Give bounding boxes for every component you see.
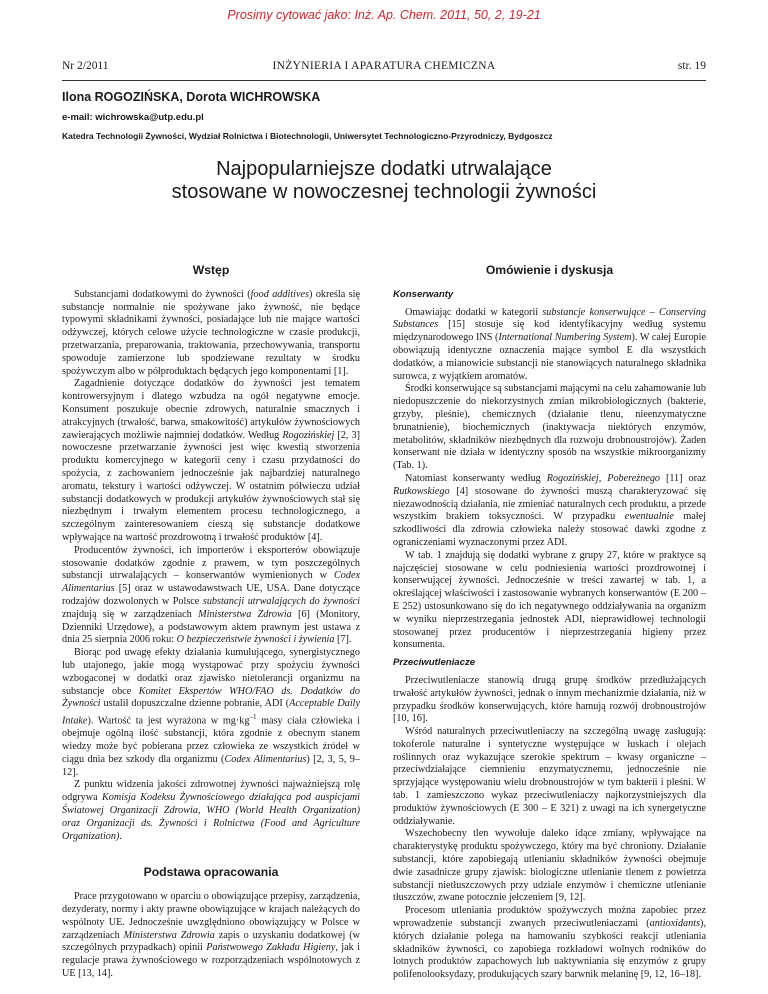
paragraph: Natomiast konserwanty według Rogozińskiej, Pobereżnego [11] oraz Rutkowskiego [4] stosowane do żywności muszą charakteryzować się niezawodnością działania, nie zmieniać naturalnych cech produktu, a przede wszystkim brakiem toksyczności. W przypadku ewentualnie małej szkodliwości dla zdrowia człowieka należy stosować dawki zgodne z ograniczeniami wyznaczonymi przez ADI.	[393, 472, 706, 548]
paragraph: Środki konserwujące są substancjami mającymi na celu zahamowanie lub niedopuszczenie do niekorzystnych zmian mikrobiologicznych (bakterie, grzyby, pleśnie), chemicznych (działanie tlenu, nieenzymatyczne brunatnienie), biochemicznych (inaktywacja niektórych enzymów, metabolitów, składników niezbędnych dla rozwoju drobnoustrojów). Żaden konserwant nie działa w identyczny sposób na wszystkie mikroorganizmy (Tab. 1).	[393, 383, 706, 472]
paragraph: Wśród naturalnych przeciwutleniaczy na szczególną uwagę zasługują: tokoferole naturalne i syntetyczne występujące w łuskach i olejach roślinnych oraz wykazujące szerokie spektrum – kwasy organiczne – przeciwdziałające ciemnieniu enzymatycznemu, jednocześnie nie sprzyjające występowaniu wielu drobnoustrojów w tym bakterii i pleśni. W tab. 1 zamieszczono wykaz przeciwutleniaczy najkorzystniejszych dla produktów żywnościowych (E 300 – E 321) z uwagi na ich synergetyczne oddziaływanie.	[393, 726, 706, 827]
paragraph: W tab. 1 znajdują się dodatki wybrane z grupy 27, które w praktyce są najczęściej stosowane w celu podniesienia wartości prozdrowotnej i konserwującej żywności. Jednocześnie w treści zawartej w tab. 1, a określającej właściwości i zastosowanie wybranych konserwantów (E 200 – E 252) ustosunkowano się do ich negatywnego oddziaływania na organizm w wyniku nieprzestrzegania jednostek ADI, nieprawidłowej technologii stosowanej przez producentów i nieprzestrzegania higieny przez konsumenta.	[393, 549, 706, 651]
email: e-mail: wichrowska@utp.edu.pl	[62, 112, 204, 123]
left-column	[62, 264, 360, 981]
paragraph: Prace przygotowano w oparciu o obowiązujące przepisy, zarządzenia, dezyderaty, normy i akty prawne obowiązujące w krajach należących do wspólnoty UE. Jednocześnie uwzględniono obowiązujący w Polsce w zarządzeniach Ministerstwa Zdrowia zapis o uzyskaniu dodatkowej (w szczególnych przypadkach) opinii Państwowego Zakładu Higieny, jak i regulacje prawa żywnościowego w rozporządzeniach wspólnotowych z UE [13, 14].	[62, 891, 360, 980]
section-heading-discussion: Omówienie i dyskusja	[485, 263, 614, 277]
paragraph: Substancjami dodatkowymi do żywności (food additives) określa się substancje normalnie nie spożywane jako żywność, nie będące typowymi składnikami żywności, posiadające lub nie mające wartości odżywczej, których celowe użycie technologiczne w czasie produkcji, przetwarzania, preparowania, traktowania, przechowywania, transportu spowoduje zamierzone lub spodziewane rezultaty w środku spożywczym albo w półproduktach będących jego komponentami [1].	[62, 288, 360, 377]
paragraph: Producentów żywności, ich importerów i eksporterów obowiązuje stosowanie dodatków zgodnie z prawem, w tym poszczególnych substancji utrwalających – konserwantów wymienionych w Codex Alimentarius [5] oraz w ustawodawstwach UE, USA. Dane dotyczące rodzajów dozwolonych w Polsce substancji utrwalających do żywności znajdują się w zarządzeniach Ministerstwa Zdrowia [6] (Monitory, Dzienniki Urzędowe), a podstawowym aktem prawnym jest ustawa z dnia 25 sierpnia 2006 roku: O bezpieczeństwie żywności i żywienia [7].	[62, 544, 361, 646]
paragraph: Biorąc pod uwagę efekty działania kumulującego, synergistycznego lub utajonego, jakie mogą wystąpować przy spożyciu żywności wzbogaconej w dodatki oraz zjawisko nietolerancji organizmu na substancje obce Komitet Ekspertów WHO/FAO ds. Dodatków do Żywności ustalił dopuszczalne dzienne pobranie, ADI (Acceptable Daily Intake). Wartość ta jest wyrażona w $mg\cdot kg^{-1}$ masy ciała człowieka i obejmuje ogólną ilość substancji, która zgodnie z obecnym stanem wiedzy może być pobierana przez człowieka ze wszystkich źródeł w ciągu dnia bez szkody dla organizmu (Codex Alimentarius) [2, 3, 5, 9–12].	[62, 647, 360, 778]
paragraph: Z punktu widzenia jakości zdrowotnej żywności najważniejszą rolę odgrywa Komisja Kodeksu Żywnościowego działająca pod auspicjami Światowej Organizacji Zdrowia, WHO (World Health Organization) oraz Organizacji ds. Żywności i Rolnictwa (Food and Agriculture Organization).	[62, 779, 360, 842]
title-line-1: Najpopularniejsze dodatki utrwalające	[216, 158, 552, 180]
paragraph: Omawiając dodatki w kategorii substancje konserwujące – Conserving Substances [15] stosuje się kod identyfikacyjny według systemu międzynarodowego INS (International Numbering System). W całej Europie obowiązują identyczne oznaczenia mające symbol E dla wszystkich dodatków, a mianowicie substancji nie stanowiących naturalnego składnika surowca, z wyjątkiem aromatów.	[393, 306, 706, 382]
citation-note: Prosimy cytować jako: Inż. Ap. Chem. 2011, 50, 2, 19-21	[227, 8, 541, 22]
issue-number: Nr 2/2011	[62, 60, 109, 72]
paragraph: Wszechobecny tlen wywołuje daleko idące zmiany, wpływające na charakterystykę produktu spożywczego, który ma być chroniony. Działanie substancji, które zapobiegają utlenianiu składników żywności obejmuje dwie zasadnicze grupy zjawisk: biologiczne utlenianie tlenem z powietrza substancji nietłuszczowych przy udziale enzymów i chemiczne utlenianie tłuszczów, zwane potocznie jełczeniem [9, 12].	[393, 828, 706, 904]
subheading-preservatives: Konserwanty	[393, 288, 454, 300]
subheading-antioxidants: Przeciwutleniacze	[393, 657, 476, 669]
paragraph: Procesom utleniania produktów spożywczych można zapobiec przez wprowadzenie substancji zwanych przeciwutleniaczami (antioxidants), których działanie polega na hamowaniu szybkości reakcji utleniania składników żywności, co zapobiega rozkładowi wolnych rodników do lotnych produktów zapachowych lub uaktywniania się enzymów z grupy polifenolooksydazy, produkujących szary barwnik melaninę [9, 12, 16–18].	[393, 905, 706, 981]
header-rule	[62, 80, 706, 81]
page-number: str. 19	[677, 60, 706, 72]
paragraph: Przeciwutleniacze stanowią drugą grupę środków przedłużających trwałość artykułów żywności, jednak o innym mechanizmie działania, niż w przypadku środków konserwujących, które hamują rozwój drobnoustrojów [10, 16].	[393, 674, 706, 725]
authors: Ilona ROGOZIŃSKA, Dorota WICHROWSKA	[62, 90, 321, 104]
affiliation: Katedra Technologii Żywności, Wydział Rolnictwa i Biotechnologii, Uniwersytet Technologiczno-Przyrodniczy, Bydgoszcz	[62, 131, 553, 141]
title-line-2: stosowane w nowoczesnej technologii żywności	[171, 181, 597, 203]
section-heading-basis: Podstawa opracowania	[143, 865, 279, 880]
right-column	[393, 264, 706, 982]
journal-name: INŻYNIERIA I APARATURA CHEMICZNA	[272, 60, 496, 72]
paragraph: Zagadnienie dotyczące dodatków do żywności jest tematem kontrowersyjnym i dlatego wzbudza na ogół negatywne emocje. Konsument poszukuje obecnie zdrowych, naturalnie smacznych i atrakcyjnych (trwałość, barwa, smakowitość) artykułów żywnościowych zawierających możliwie najmniej dodatków. Według Rogozińskiej [2, 3] nowoczesne przetwarzanie żywności jest więc kwestią stworzenia produktu komercyjnego w kategorii ceny i czasu przydatności do spożycia, z zachowaniem jednocześnie jak najbardziej naturalnego aromatu, tekstury i wartości odżywczej. W ostatnim półwieczu udział substancji dodatkowych w produkcji artykułów żywnościowych stał się niezbędnym i trwałym elementem procesu technologicznego, a szczególnym zainteresowaniem cieszą się substancje dodatkowe wpływające na wartość prozdrowotną i trwałość produktów [4].	[62, 378, 360, 543]
article-title	[62, 158, 706, 204]
section-heading-intro: Wstęp	[192, 263, 230, 277]
